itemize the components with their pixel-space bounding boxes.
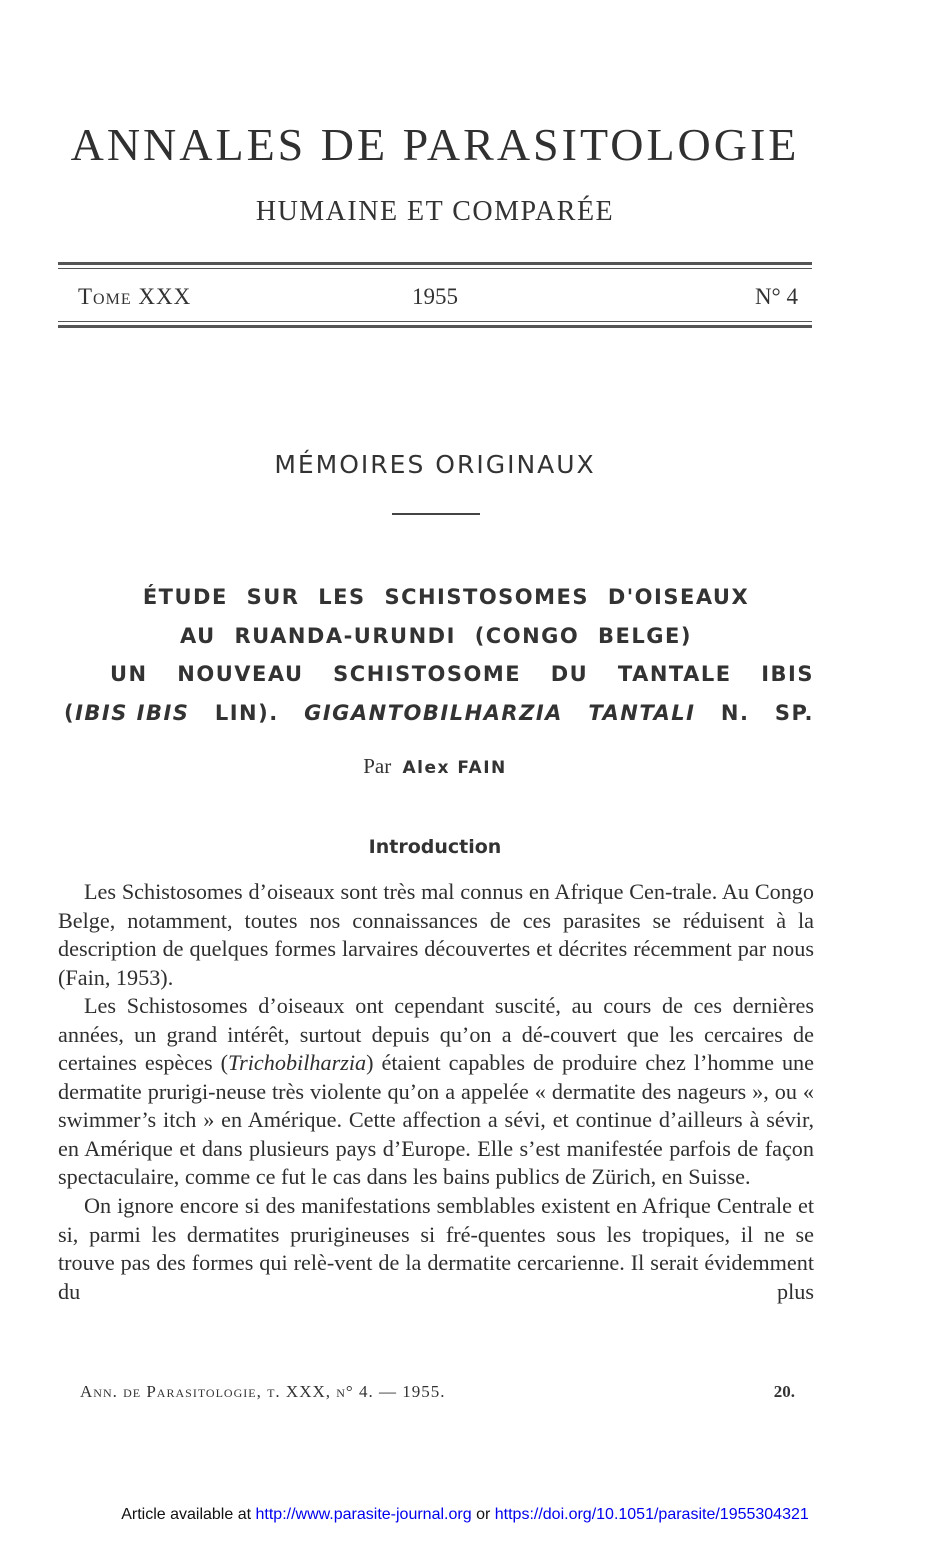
section-divider xyxy=(392,513,480,515)
doi-link[interactable]: https://doi.org/10.1051/parasite/1955304321 xyxy=(494,1506,809,1523)
publication-year: 1955 xyxy=(412,284,458,309)
title-sp: SP. xyxy=(774,700,814,725)
species-italic: TANTALI xyxy=(588,700,696,725)
volume-info-row xyxy=(58,284,798,316)
header-rule-bottom-thick xyxy=(58,325,812,328)
availability-or: or xyxy=(476,1506,491,1523)
title-line-2: AU RUANDA-URUNDI (CONGO BELGE) xyxy=(180,623,692,648)
genus-italic: Trichobilharzia xyxy=(228,1050,367,1076)
header-rule-top-thin xyxy=(58,268,812,269)
host-species-italic: IBIS IBIS xyxy=(75,700,190,725)
body-text xyxy=(58,878,814,1306)
page-footer xyxy=(80,1382,795,1406)
title-host-name: (IBIS IBIS xyxy=(64,700,190,725)
paragraph: Les Schistosomes d’oiseaux ont cependant suscité, au cours de ces dernières années, un grand intérêt, surtout depuis qu’on a dé-couvert que les cercaires de certaines espèces (Trichobilharzia) étaient capables de produire chez l’homme une dermatite prurigi-neuse très violente qu’on a appelée « dermatite des nageurs », ou « swimmer’s itch » en Amérique. Cette affection a sévi, et continue d’ailleurs à sévir, en Amérique et dans plusieurs pays d’Europe. Elle s’est manifestée parfois de façon spectaculaire, comme ce fut le cas dans les bains publics de Zürich, en Suisse. xyxy=(58,993,814,1190)
introduction-heading: Introduction xyxy=(368,836,502,858)
byline xyxy=(0,754,870,779)
title-authority: LIN). xyxy=(214,700,279,725)
header-rule-top-thick xyxy=(58,262,812,265)
genus-italic: GIGANTOBILHARZIA xyxy=(304,700,563,725)
page-number: 20. xyxy=(773,1382,795,1401)
header-rule-bottom-thin xyxy=(58,321,812,322)
footer-citation: Ann. de Parasitologie, t. XXX, n° 4. — 1955. xyxy=(80,1382,446,1401)
journal-title: ANNALES DE PARASITOLOGIE xyxy=(70,119,800,170)
availability-notice xyxy=(0,1506,930,1524)
author-name: Alex FAIN xyxy=(402,758,507,778)
volume-number: Tome XXX xyxy=(78,284,192,309)
byline-prefix: Par xyxy=(363,754,392,778)
issue-number: N° 4 xyxy=(754,284,798,309)
paragraph: Les Schistosomes d’oiseaux sont très mal connus en Afrique Cen-trale. Au Congo Belge, notamment, toutes nos connaissances de ces parasites se réduisent à la description de quelques formes larvaires découvertes et décrites récemment par nous (Fain, 1953). xyxy=(58,879,814,990)
journal-subtitle: HUMAINE ET COMPARÉE xyxy=(255,196,615,227)
journal-link[interactable]: http://www.parasite-journal.org xyxy=(255,1506,472,1523)
title-n: N. xyxy=(720,700,750,725)
title-line-3: UN NOUVEAU SCHISTOSOME DU TANTALE IBIS xyxy=(110,662,814,686)
title-line-1: ÉTUDE SUR LES SCHISTOSOMES D'OISEAUX xyxy=(142,585,750,609)
paragraph: On ignore encore si des manifestations semblables existent en Afrique Centrale et si, parmi les dermatites prurigineuses si fré-quentes sous les tropiques, il ne se trouve pas des formes qui relè-vent de la dermatite cercarienne. Il serait évidemment du plus xyxy=(58,1193,814,1304)
section-heading: MÉMOIRES ORIGINAUX xyxy=(274,450,596,479)
article-title xyxy=(58,578,814,732)
availability-prefix: Article available at xyxy=(121,1506,252,1523)
title-line-4 xyxy=(58,694,814,733)
